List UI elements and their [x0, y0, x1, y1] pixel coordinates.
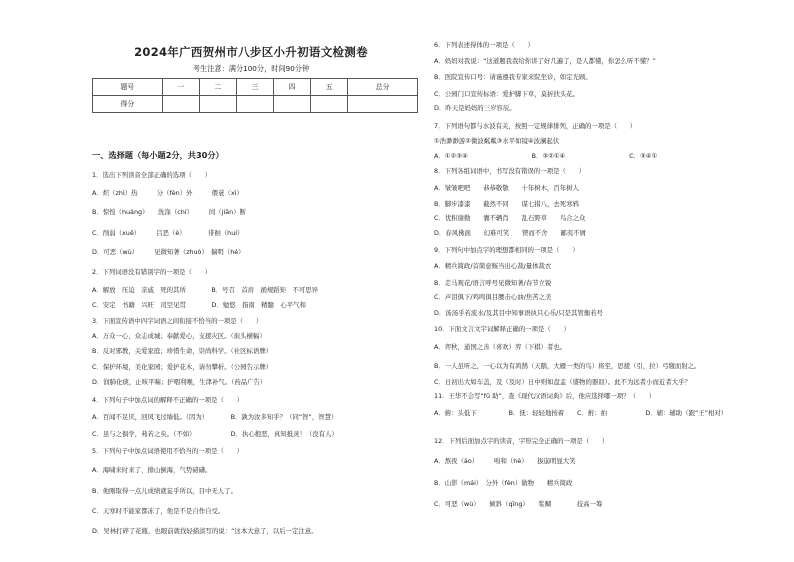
question-line: 10．下面文言文字词解释正确的一项是（ ）	[434, 325, 570, 333]
question-line: C．声泪俱下/鸡鸣俱目腰击心油/焦苦之美	[434, 293, 552, 301]
question-line: D．吴林打碎了花瓶，也眼前就找轻描淡写的说：“这本大意了，以后一定注意。	[92, 527, 318, 535]
question-line: D．昨天是妈妈的三岁容辰。	[434, 104, 516, 112]
question-line: A．海啸来时来了，排山倒海，气势磅礴。	[92, 466, 212, 474]
question-line: C．日初出大如车盖，及（及时）日中则如盘盂（盛物的器皿）。此不为远者小而近者大乎？	[434, 378, 691, 386]
exam-notice: 考生注意：满分100分，时间90分钟	[192, 64, 310, 73]
question-line: 7．下列语句都与水波有关，按照一定规律排列，正确的一项是（ ）	[434, 122, 637, 130]
question-line: C．公园门口宣传标语：爱护脚下草，莫折扶头花。	[434, 90, 580, 98]
question-line: 12．下列后面加点字的读音，字形完全正确的一项是（ ）	[434, 437, 609, 445]
question-line: D．汤汤乎若流水/及其目中知事语执只心乐/只是其管衡若号	[434, 309, 603, 317]
score-input-cell[interactable]	[162, 96, 199, 113]
page-title: 2024年广西贺州市八步区小升初语文检测卷	[134, 45, 368, 59]
score-table-header-row	[93, 79, 418, 96]
question-line: D．可恶（wù） 见微知著（zhuó） 揣明（hé）	[92, 248, 245, 256]
question-line: A．弈秋，通国之善（喜欢）弈（下棋）者也。	[434, 343, 567, 351]
question-line: B．山影（mái） 分外（fèn）做物 精兵简政	[434, 479, 573, 487]
question-line: C．可恶（wù） 倾斜（qīng） 浆糊 技高一筹	[434, 500, 603, 508]
question-line: 9．下列句中加点字的理想都相同的一项是（ ）	[434, 246, 579, 254]
question-line: B．走马观花/语言呼号见微知著/春节立锐	[434, 279, 552, 287]
question-line: 3．下面宣传语中四字词语之间衔接不恰当的一项是（ ）	[92, 317, 263, 325]
question-line: ①浩渺渺游②微波粼粼③水平如镜④波澜起伏	[434, 137, 560, 145]
score-input-cell[interactable]	[311, 96, 348, 113]
score-cell: 题号	[93, 79, 163, 96]
score-cell: 二	[199, 79, 236, 96]
question-line: D．润肺化痰，止咳平喘；护咽利喉，生津补气。（药品广告）	[92, 378, 267, 386]
question-line: C．保护环境，美化家园；爱护花木，请勿攀折。（公园告示牌）	[92, 363, 273, 371]
score-cell: 五	[311, 79, 348, 96]
score-input-cell[interactable]	[274, 96, 311, 113]
question-line: 5．下列句子中加点词语使用不恰当的一项是（ ）	[92, 447, 244, 455]
question-line: A．精兵简政/首简意赅当出心裁/量体裁衣	[434, 262, 552, 270]
question-line: 4．下列句子中加点词的解释不正确的一项是（ ）	[92, 396, 244, 404]
question-line: C．削弱（xuē） 吕恶（è） 徘徊（huí）	[92, 229, 244, 237]
question-line: 11．王华不会写“fǔ 助”，查《现代汉语词典》后，他应选择哪一项？（ ）	[434, 392, 656, 400]
question-line: A．皱皱吧吧 恭恭敬敬 十年树木，百年树人	[434, 184, 579, 192]
question-line: C．天寒时不能家都冻了，他是不是自作自受。	[92, 507, 225, 515]
score-cell: 得分	[93, 96, 163, 113]
question-line: B．医院宣传口号：请谨遵我专家来院坐诊，如定光顾。	[434, 73, 592, 81]
question-line: 8．下列各组词语中，书写没有错误的一项是（ ）	[434, 167, 586, 175]
question-line: A．解放 压迫 亲戚 死的其所 B．号召 首肩 循规蹈矩 不可思异	[92, 286, 319, 294]
score-cell: 四	[274, 79, 311, 96]
question-line: A．百闻不足厌，回风飞过墙低。（因为） B．孰为汝多知乎？（同“智”，智慧）	[92, 413, 338, 421]
question-line: 2．下列词语没有错别字的一项是（ ）	[92, 268, 212, 276]
question-line: 1．选出下列读音全部正确的选项（ ）	[92, 171, 212, 179]
question-line: C．虽与之俱学，弗若之矣。（不如） D．执心抱恶，真知抵灵！（没有人）	[92, 430, 338, 438]
score-input-cell[interactable]	[236, 96, 273, 113]
question-line: D．春风拂面 幻难可笑 锲而不舍 鄙夷不屑	[434, 229, 586, 237]
question-line: A．①②③④ B．③②①④ C．③④①	[434, 152, 658, 160]
score-input-cell[interactable]	[348, 96, 418, 113]
question-line: C．优积谢勤 囊不辆肖 乱石野草 鸟合之众	[434, 214, 586, 222]
score-table-score-row	[93, 96, 418, 113]
question-line: B．脚步漆漆 截然不同 谋七措八，去死寒鸦	[434, 200, 579, 208]
question-line: 6．下列表述得体的一项是（ ）	[434, 41, 534, 49]
question-line: A．俯：头低下 B．抚：轻轻地按着 C．拊：拍 D．辅：辅助（跟“王”相对）	[434, 409, 728, 417]
question-line: B．一人虽听之，一心以为有鸿鹄（天鹅，大雁一类的鸟）将至，思援（引，拉）弓缴而射之。	[434, 362, 701, 370]
question-line: A．炽（zhì）热 分（fèn）外 偎蓑（xì）	[92, 189, 243, 197]
score-cell: 总分	[348, 79, 418, 96]
question-line: B．惊惶（huáng） 洗涤（chí） 间（jiān）断	[92, 208, 246, 216]
question-line: A．妈妈对我说：“这道题我我给你讲了好几遍了，是人都懂，你怎么听不懂？”	[434, 57, 656, 65]
question-line: C．安定 书籍 兴旺 司空见贯 D．勉悠 指南 精髓 心平气和	[92, 301, 306, 309]
question-line: A．万众一心，众志成城；奉献爱心，支援灾区。（街头横幅）	[92, 332, 266, 340]
question-line: A．熬夜（áo） 嗚和（hè） 拔崩明显大笑	[434, 457, 576, 465]
score-cell: 一	[162, 79, 199, 96]
score-table	[92, 78, 418, 113]
question-line: B．他刚取得一点儿成绩就妄乎所以，目中无人了。	[92, 487, 237, 495]
score-cell: 三	[236, 79, 273, 96]
section-heading: 一、选择题（每小题2分，共30分）	[92, 150, 224, 160]
score-input-cell[interactable]	[199, 96, 236, 113]
question-line: B．反对邪教，关爱家庭；珍惜生命，崇尚科学。（社区标语牌）	[92, 347, 273, 355]
